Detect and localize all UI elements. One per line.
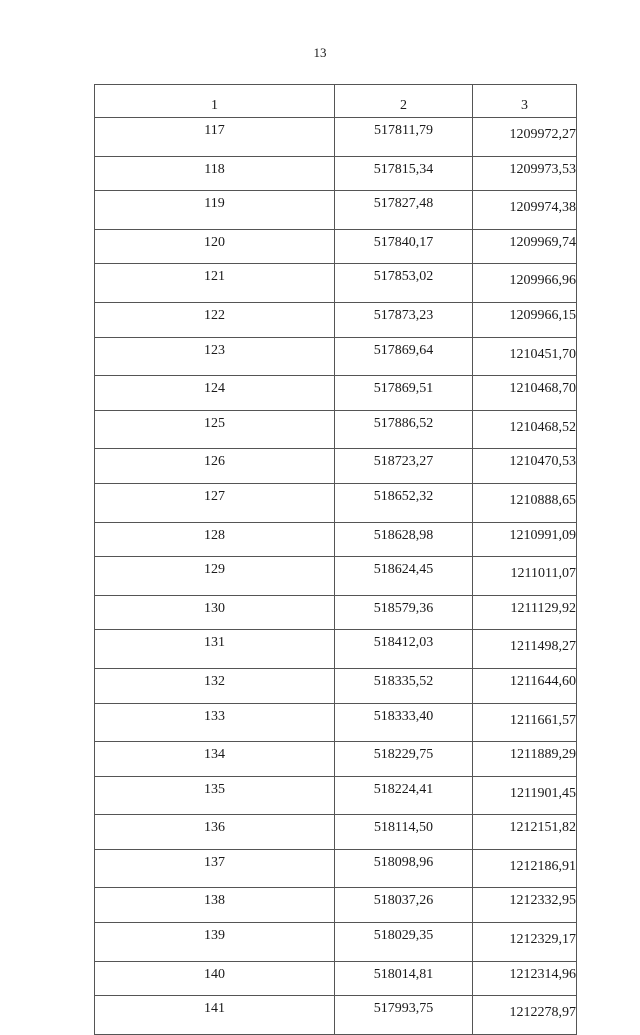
x-coordinate-cell: 518229,75 bbox=[335, 742, 473, 777]
coordinates-table bbox=[94, 84, 577, 1035]
point-number-cell: 128 bbox=[95, 522, 335, 557]
table-row bbox=[95, 923, 577, 962]
table-row bbox=[95, 996, 577, 1035]
table-row bbox=[95, 776, 577, 815]
y-coordinate-cell: 1211901,45 bbox=[473, 776, 577, 815]
table-row bbox=[95, 449, 577, 484]
x-coordinate-cell: 517840,17 bbox=[335, 229, 473, 264]
y-coordinate-cell: 1209969,74 bbox=[473, 229, 577, 264]
x-coordinate-cell: 518224,41 bbox=[335, 776, 473, 815]
table-row bbox=[95, 302, 577, 337]
y-coordinate-cell: 1211644,60 bbox=[473, 668, 577, 703]
header-column-1: 1 bbox=[95, 85, 335, 118]
table-row bbox=[95, 849, 577, 888]
table-row bbox=[95, 337, 577, 376]
x-coordinate-cell: 518412,03 bbox=[335, 630, 473, 669]
table-row bbox=[95, 668, 577, 703]
x-coordinate-cell: 518037,26 bbox=[335, 888, 473, 923]
x-coordinate-cell: 517886,52 bbox=[335, 410, 473, 449]
point-number-cell: 140 bbox=[95, 961, 335, 996]
point-number-cell: 137 bbox=[95, 849, 335, 888]
y-coordinate-cell: 1209972,27 bbox=[473, 118, 577, 157]
y-coordinate-cell: 1210468,52 bbox=[473, 410, 577, 449]
table-row bbox=[95, 483, 577, 522]
table-row bbox=[95, 557, 577, 596]
y-coordinate-cell: 1210451,70 bbox=[473, 337, 577, 376]
point-number-cell: 131 bbox=[95, 630, 335, 669]
x-coordinate-cell: 517993,75 bbox=[335, 996, 473, 1035]
point-number-cell: 127 bbox=[95, 483, 335, 522]
point-number-cell: 138 bbox=[95, 888, 335, 923]
point-number-cell: 134 bbox=[95, 742, 335, 777]
table-row bbox=[95, 264, 577, 303]
y-coordinate-cell: 1210468,70 bbox=[473, 376, 577, 411]
table-row bbox=[95, 815, 577, 850]
x-coordinate-cell: 517815,34 bbox=[335, 156, 473, 191]
y-coordinate-cell: 1212332,95 bbox=[473, 888, 577, 923]
table-row bbox=[95, 888, 577, 923]
header-column-2: 2 bbox=[335, 85, 473, 118]
y-coordinate-cell: 1212186,91 bbox=[473, 849, 577, 888]
y-coordinate-cell: 1212151,82 bbox=[473, 815, 577, 850]
page-number: 13 bbox=[313, 45, 327, 60]
table-row bbox=[95, 156, 577, 191]
x-coordinate-cell: 518579,36 bbox=[335, 595, 473, 630]
y-coordinate-cell: 1209966,96 bbox=[473, 264, 577, 303]
point-number-cell: 123 bbox=[95, 337, 335, 376]
point-number-cell: 121 bbox=[95, 264, 335, 303]
x-coordinate-cell: 518652,32 bbox=[335, 483, 473, 522]
table-row bbox=[95, 229, 577, 264]
table-row bbox=[95, 118, 577, 157]
point-number-cell: 124 bbox=[95, 376, 335, 411]
table-row bbox=[95, 703, 577, 742]
y-coordinate-cell: 1210991,09 bbox=[473, 522, 577, 557]
table-row bbox=[95, 522, 577, 557]
x-coordinate-cell: 518029,35 bbox=[335, 923, 473, 962]
y-coordinate-cell: 1211129,92 bbox=[473, 595, 577, 630]
point-number-cell: 136 bbox=[95, 815, 335, 850]
x-coordinate-cell: 517811,79 bbox=[335, 118, 473, 157]
x-coordinate-cell: 518628,98 bbox=[335, 522, 473, 557]
x-coordinate-cell: 518114,50 bbox=[335, 815, 473, 850]
y-coordinate-cell: 1211011,07 bbox=[473, 557, 577, 596]
point-number-cell: 125 bbox=[95, 410, 335, 449]
point-number-cell: 132 bbox=[95, 668, 335, 703]
point-number-cell: 130 bbox=[95, 595, 335, 630]
table-row bbox=[95, 410, 577, 449]
x-coordinate-cell: 517869,64 bbox=[335, 337, 473, 376]
y-coordinate-cell: 1211498,27 bbox=[473, 630, 577, 669]
header-row bbox=[95, 85, 577, 118]
x-coordinate-cell: 518098,96 bbox=[335, 849, 473, 888]
point-number-cell: 122 bbox=[95, 302, 335, 337]
x-coordinate-cell: 518335,52 bbox=[335, 668, 473, 703]
table-row bbox=[95, 191, 577, 230]
point-number-cell: 120 bbox=[95, 229, 335, 264]
point-number-cell: 133 bbox=[95, 703, 335, 742]
table-row bbox=[95, 376, 577, 411]
y-coordinate-cell: 1210470,53 bbox=[473, 449, 577, 484]
table-row bbox=[95, 595, 577, 630]
point-number-cell: 117 bbox=[95, 118, 335, 157]
y-coordinate-cell: 1210888,65 bbox=[473, 483, 577, 522]
y-coordinate-cell: 1209974,38 bbox=[473, 191, 577, 230]
table-body bbox=[95, 118, 577, 1035]
x-coordinate-cell: 517869,51 bbox=[335, 376, 473, 411]
x-coordinate-cell: 517827,48 bbox=[335, 191, 473, 230]
point-number-cell: 126 bbox=[95, 449, 335, 484]
y-coordinate-cell: 1209973,53 bbox=[473, 156, 577, 191]
point-number-cell: 129 bbox=[95, 557, 335, 596]
x-coordinate-cell: 517873,23 bbox=[335, 302, 473, 337]
point-number-cell: 141 bbox=[95, 996, 335, 1035]
point-number-cell: 118 bbox=[95, 156, 335, 191]
table-header bbox=[95, 85, 577, 118]
x-coordinate-cell: 518723,27 bbox=[335, 449, 473, 484]
point-number-cell: 119 bbox=[95, 191, 335, 230]
y-coordinate-cell: 1211889,29 bbox=[473, 742, 577, 777]
x-coordinate-cell: 518333,40 bbox=[335, 703, 473, 742]
point-number-cell: 135 bbox=[95, 776, 335, 815]
y-coordinate-cell: 1212329,17 bbox=[473, 923, 577, 962]
table-row bbox=[95, 961, 577, 996]
y-coordinate-cell: 1209966,15 bbox=[473, 302, 577, 337]
point-number-cell: 139 bbox=[95, 923, 335, 962]
y-coordinate-cell: 1211661,57 bbox=[473, 703, 577, 742]
table-row bbox=[95, 630, 577, 669]
x-coordinate-cell: 518014,81 bbox=[335, 961, 473, 996]
y-coordinate-cell: 1212278,97 bbox=[473, 996, 577, 1035]
table-row bbox=[95, 742, 577, 777]
y-coordinate-cell: 1212314,96 bbox=[473, 961, 577, 996]
x-coordinate-cell: 518624,45 bbox=[335, 557, 473, 596]
header-column-3: 3 bbox=[473, 85, 577, 118]
x-coordinate-cell: 517853,02 bbox=[335, 264, 473, 303]
